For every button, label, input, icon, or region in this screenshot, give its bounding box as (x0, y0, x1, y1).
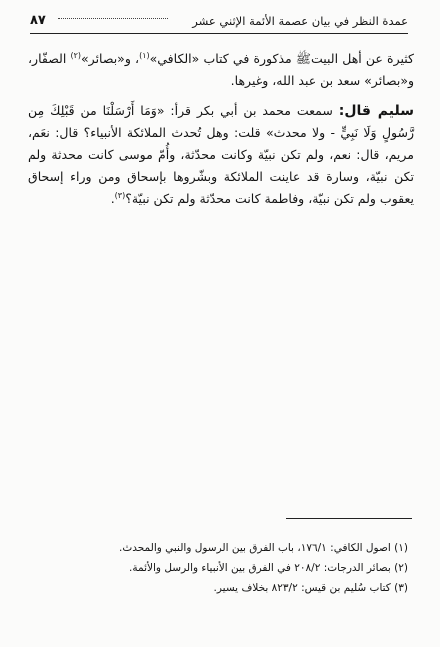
paragraph-2-text: سمعت محمد بن أبي بكر قرأ: «وَمَا أَرْسَلْنَا من قَبْلِكَ مِن رَّسُولٍ وَلَا نَبِيٍّ - ولا محدث» قلت: وهل تُحدث الملائكة الأنبياء؟ قال: نعَم، مريم، قال: نعم، ولم تكن نبيّة وكانت محدّثة، وأُمّ موسى كانت محدثة ولم تكن نبيّة، وسارة قد عاينت الملائكة وبشّروها بإسحاق ومن وراء إسحاق يعقوب ولم تكن نبيّة، وفاطمة كانت محدّثة ولم تكن نبيّة؟ (28, 103, 414, 206)
page-header (30, 11, 408, 35)
paragraph-1-text-a: كثيرة عن أهل البيتﷺ مذكورة في كتاب «الكافي» (149, 51, 414, 66)
footnote-ref-3: (٣) (114, 190, 126, 200)
footnote-3: (٣) كتاب سُليم بن قيس: ٨٢٣/٢ بخلاف يسير. (213, 582, 408, 594)
paragraph-2 (28, 100, 414, 210)
header-rule (30, 33, 408, 34)
paragraph-1-text-c: الصفّار، و«بصائر» سعد بن عبد الله، وغيرها. (28, 51, 414, 88)
footnote-2: (٢) بصائر الدرجات: ٢٠٨/٢ في الفرق بين الأنبياء والرسل والأئمة. (129, 562, 408, 574)
paragraph-1 (28, 48, 414, 92)
paragraph-2-lead: سليم قال: (338, 103, 414, 119)
footnote-1: (١) اصول الكافي: ١٧٦/١، باب الفرق بين الرسول والنبي والمحدث. (119, 542, 408, 554)
footnote-ref-1: (١) (139, 50, 150, 60)
paragraph-1-text-b: ، و«بصائر» (81, 51, 140, 66)
footnote-ref-2: (٢) (70, 50, 82, 60)
header-dot-leader (58, 18, 168, 19)
running-title: عمدة النظر في بيان عصمة الأئمة الإثني عشر (192, 14, 408, 28)
footnote-separator (286, 518, 412, 519)
paragraph-2-end: . (110, 191, 115, 206)
page-number: ٨٧ (30, 13, 46, 28)
footnotes (28, 538, 408, 598)
body-text (28, 48, 414, 218)
